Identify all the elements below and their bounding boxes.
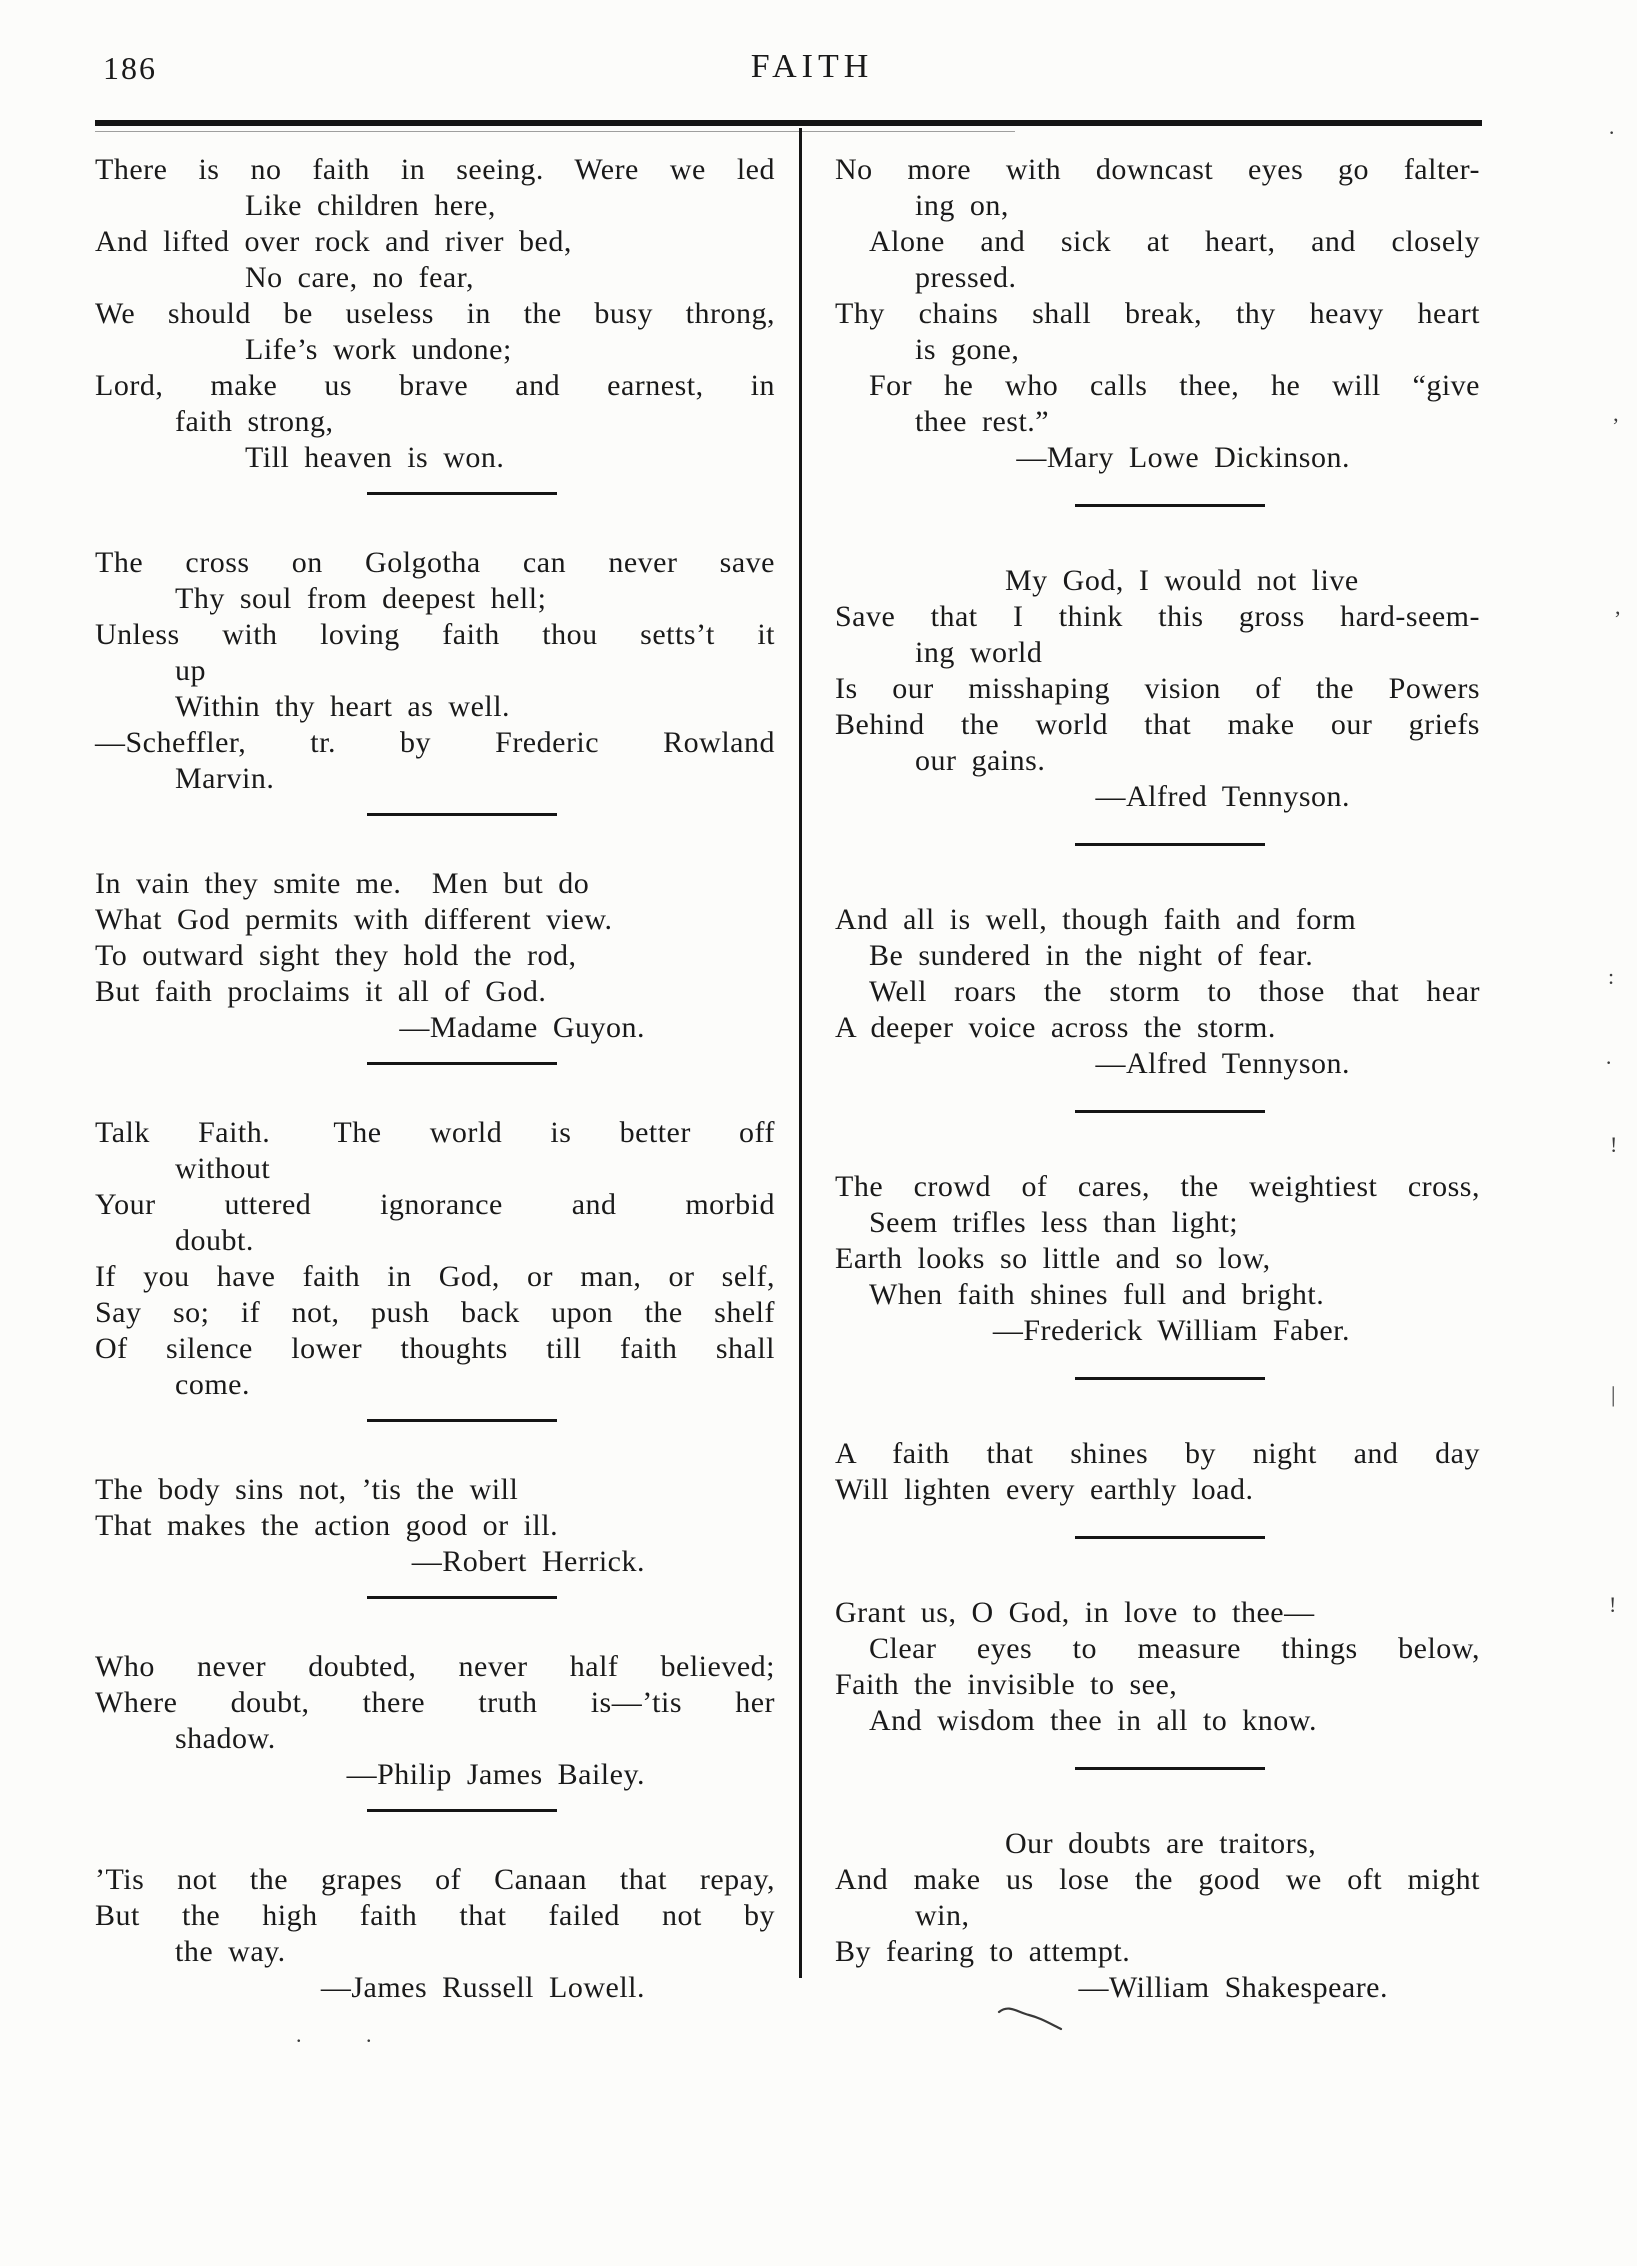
quote-line: Thy soul from deepest hell; — [175, 582, 547, 615]
quote-line: The crowd of cares, the weightiest cross, — [835, 1170, 1480, 1203]
quote-divider-rule — [1075, 843, 1265, 846]
quote-line: Life’s work undone; — [245, 333, 512, 366]
quote-attribution: —Madame Guyon. — [399, 1011, 645, 1044]
stray-mark: · — [1605, 1050, 1613, 1075]
quote-line: Earth looks so little and so low, — [835, 1242, 1271, 1275]
quote-line: ing world — [915, 636, 1043, 669]
quote — [95, 1649, 775, 1793]
quote-line: For he who calls thee, he will “give — [869, 369, 1480, 402]
quote-divider-rule — [367, 492, 557, 495]
quote-line: Well roars the storm to those that hear — [869, 975, 1480, 1008]
quote — [835, 1595, 1480, 1739]
quote-divider-rule — [367, 1419, 557, 1422]
quote-attribution: —Alfred Tennyson. — [1095, 1047, 1350, 1080]
quote — [95, 866, 775, 1046]
page-title: FAITH — [750, 48, 874, 85]
quote-line: Marvin. — [175, 762, 275, 795]
quote-divider-rule — [1075, 1536, 1265, 1539]
quote — [835, 902, 1480, 1082]
quote-attribution: —William Shakespeare. — [1078, 1971, 1388, 2004]
quote-line: our gains. — [915, 744, 1046, 777]
stray-mark: ! — [1609, 1592, 1617, 1617]
quote-attribution: —Frederick William Faber. — [992, 1314, 1350, 1347]
quote-line: And lifted over rock and river bed, — [95, 225, 572, 258]
quote — [835, 1826, 1480, 2006]
quote-line: up — [175, 654, 206, 687]
quote-line: And make us lose the good we oft might — [835, 1863, 1480, 1896]
quote-line: What God permits with different view. — [95, 903, 613, 936]
quote-line: pressed. — [915, 261, 1017, 294]
quote — [835, 563, 1480, 815]
quote-line: And wisdom thee in all to know. — [869, 1704, 1318, 1737]
quote-line: Will lighten every earthly load. — [835, 1473, 1254, 1506]
stray-mark: : — [1608, 964, 1615, 989]
quote-line: is gone, — [915, 333, 1020, 366]
quote-line: There is no faith in seeing. Were we led — [95, 153, 775, 186]
quote-line: Unless with loving faith thou setts’t it — [95, 618, 775, 651]
stray-mark: , — [1615, 594, 1621, 619]
column-divider-rule — [799, 128, 802, 1978]
quote-line: My God, I would not live — [1005, 564, 1359, 597]
quote-divider-rule — [1075, 504, 1265, 507]
header-rule-echo — [95, 131, 1015, 132]
quote-line: Of silence lower thoughts till faith shall — [95, 1332, 775, 1365]
stray-mark: | — [1611, 1382, 1616, 1407]
quote-line: A deeper voice across the storm. — [835, 1011, 1276, 1044]
quote-divider-rule — [367, 813, 557, 816]
quote-line: Save that I think this gross hard-seem- — [835, 600, 1480, 633]
header-rule — [95, 120, 1482, 126]
quote — [95, 1115, 775, 1403]
quote-divider-rule — [1075, 1110, 1265, 1113]
quote-divider-rule — [367, 1062, 557, 1065]
quote-line: thee rest.” — [915, 405, 1050, 438]
quote-line: Lord, make us brave and earnest, in — [95, 369, 775, 402]
quote-attribution: —Robert Herrick. — [411, 1545, 645, 1578]
quote-line: Seem trifles less than light; — [869, 1206, 1239, 1239]
quote-line: come. — [175, 1368, 250, 1401]
quote-line: If you have faith in God, or man, or self, — [95, 1260, 775, 1293]
stray-ink-squiggle — [995, 2002, 1073, 2034]
quote-line: But faith proclaims it all of God. — [95, 975, 547, 1008]
quote-line: Within thy heart as well. — [175, 690, 511, 723]
quote-attribution: —James Russell Lowell. — [320, 1971, 645, 2004]
quote — [95, 1472, 775, 1580]
quote-line: ’Tis not the grapes of Canaan that repay, — [95, 1863, 775, 1896]
column-left — [95, 152, 775, 2006]
quote-line: The cross on Golgotha can never save — [95, 546, 775, 579]
quote-attribution: —Alfred Tennyson. — [1095, 780, 1350, 813]
quote-line: shadow. — [175, 1722, 276, 1755]
quote — [835, 1169, 1480, 1349]
quote-line: Faith the invisible to see, — [835, 1668, 1178, 1701]
quote-line: Be sundered in the night of fear. — [869, 939, 1314, 972]
quote-line: We should be useless in the busy throng, — [95, 297, 775, 330]
page-number: 186 — [103, 50, 157, 86]
column-right — [835, 152, 1480, 2006]
quote-line: Clear eyes to measure things below, — [869, 1632, 1480, 1665]
stray-mark: ’ — [1612, 413, 1620, 438]
stray-mark: . — [366, 2022, 372, 2047]
quote — [95, 152, 775, 476]
quote-line: By fearing to attempt. — [835, 1935, 1131, 1968]
quote-line: Your uttered ignorance and morbid — [95, 1188, 775, 1221]
quote-line: Thy chains shall break, thy heavy heart — [835, 297, 1480, 330]
stray-mark: ! — [1610, 1132, 1618, 1157]
quote-line: faith strong, — [175, 405, 334, 438]
quote-line: That makes the action good or ill. — [95, 1509, 559, 1542]
quote-line: Who never doubted, never half believed; — [95, 1650, 775, 1683]
quote-line: And all is well, though faith and form — [835, 903, 1357, 936]
quote — [835, 1436, 1480, 1508]
quote-divider-rule — [367, 1596, 557, 1599]
quote-line: To outward sight they hold the rod, — [95, 939, 577, 972]
quote-line: Our doubts are traitors, — [1005, 1827, 1317, 1860]
quote-divider-rule — [1075, 1377, 1265, 1380]
quote-attribution: —Mary Lowe Dickinson. — [1016, 441, 1350, 474]
quote-divider-rule — [1075, 1767, 1265, 1770]
quote-line: A faith that shines by night and day — [835, 1437, 1480, 1470]
quote-line: No care, no fear, — [245, 261, 475, 294]
quote — [835, 152, 1480, 476]
quote — [95, 545, 775, 797]
quote-divider-rule — [367, 1809, 557, 1812]
quote-line: doubt. — [175, 1224, 254, 1257]
quote-line: the way. — [175, 1935, 286, 1968]
quote-line: The body sins not, ’tis the will — [95, 1473, 519, 1506]
quote-attribution: —Philip James Bailey. — [346, 1758, 645, 1791]
quote — [95, 1862, 775, 2006]
quote-line: Is our misshaping vision of the Powers — [835, 672, 1480, 705]
quote-line: Alone and sick at heart, and closely — [869, 225, 1480, 258]
quote-line: Say so; if not, push back upon the shelf — [95, 1296, 775, 1329]
stray-mark: . — [296, 2022, 302, 2047]
quote-line: But the high faith that failed not by — [95, 1899, 775, 1932]
quote-line: without — [175, 1152, 271, 1185]
quote-line: Grant us, O God, in love to thee— — [835, 1596, 1315, 1629]
quote-line: win, — [915, 1899, 970, 1932]
quote-line: —Scheffler, tr. by Frederic Rowland — [95, 726, 775, 759]
quote-line: Like children here, — [245, 189, 496, 222]
stray-mark: · — [1608, 120, 1616, 145]
quote-line: No more with downcast eyes go falter- — [835, 153, 1480, 186]
quote-line: Talk Faith. The world is better off — [95, 1116, 775, 1149]
quote-line: ing on, — [915, 189, 1009, 222]
quote-line: In vain they smite me. Men but do — [95, 867, 590, 900]
quote-line: Behind the world that make our griefs — [835, 708, 1480, 741]
quote-line: Till heaven is won. — [245, 441, 505, 474]
quote-line: Where doubt, there truth is—’tis her — [95, 1686, 775, 1719]
quote-line: When faith shines full and bright. — [869, 1278, 1325, 1311]
